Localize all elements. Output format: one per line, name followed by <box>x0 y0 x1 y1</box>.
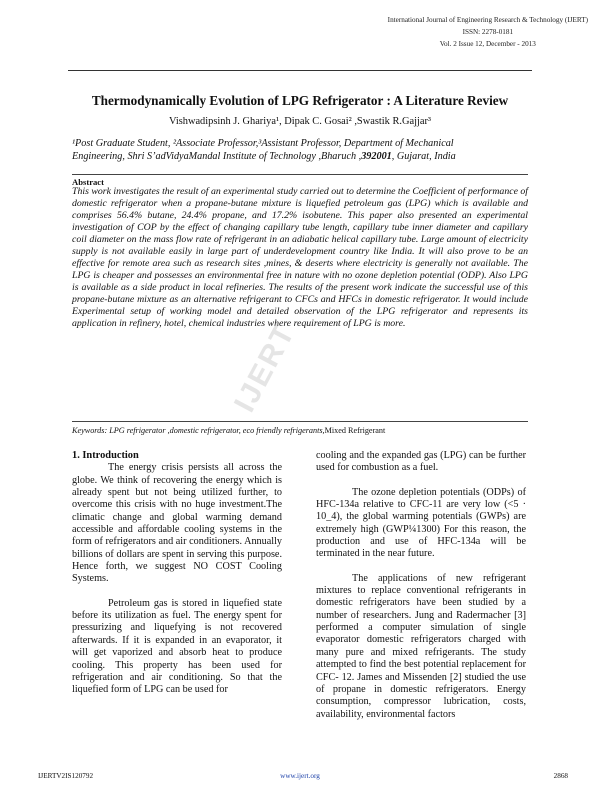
right-paragraph-2: The ozone depletion potentials (ODPs) of HFC-134a relative to CFC-11 are very low (<5 · 10_4), the global warming potentials (GWPs) are extremely high (GWP¼1300) For this reason, the production and use of HFC-134a will be terminated in the near future. <box>316 486 526 560</box>
abstract-bottom-rule <box>72 421 528 422</box>
abstract-heading: Abstract <box>72 177 104 187</box>
footer-paper-id: IJERTV2IS120792 <box>38 772 94 780</box>
affiliation-pin: 392001 <box>361 151 392 162</box>
affiliation-line-1: ¹Post Graduate Student, ²Associate Professor,³Assistant Professor, Department of Mechanical <box>72 138 454 149</box>
affiliation-line-2 <box>72 150 532 163</box>
footer-page-number: 2868 <box>553 772 568 780</box>
keywords-text: LPG refrigerator ,domestic refrigerator, eco friendly refrigerants, <box>107 426 325 435</box>
left-column <box>72 450 282 697</box>
affiliation-institute: Engineering, Shri S’adVidyaMandal Institute of Technology ,Bharuch , <box>72 151 362 162</box>
intro-paragraph-1: The energy crisis persists all across the globe. We think of recovering the energy which is already spent but not being utilized further, to overcome this crisis with no huge investment.The climatic change and global warming demand accessible and affordable cooling systems in the form of refrigerators and air conditioners. Annually billions of dollars are spent in serving this purpose. Hence forth, we suggest NO COST Cooling Systems. <box>72 462 282 585</box>
right-paragraph-1: cooling and the expanded gas (LPG) can be further used for combustion as a fuel. <box>316 450 526 474</box>
journal-name: International Journal of Engineering Research & Technology (IJERT) <box>387 16 588 24</box>
affiliation-location: , Gujarat, India <box>391 151 456 162</box>
footer-website-link[interactable]: www.ijert.org <box>280 772 320 780</box>
header-divider <box>68 70 532 71</box>
journal-volume: Vol. 2 Issue 12, December - 2013 <box>439 40 536 48</box>
keywords-label: Keywords: <box>72 426 108 435</box>
keywords <box>72 426 528 435</box>
paper-authors: Vishwadipsinh J. Ghariya¹, Dipak C. Gosai² ,Swastik R.Gajjar³ <box>168 116 432 127</box>
paper-title: Thermodynamically Evolution of LPG Refrigerator : A Literature Review <box>91 93 509 108</box>
ijert-watermark: IJERT <box>228 318 302 418</box>
keywords-last: Mixed Refrigerant <box>324 426 386 435</box>
right-column <box>316 450 526 721</box>
right-paragraph-3: The applications of new refrigerant mixtures to replace conventional refrigerants in domestic refrigerators have been studied by a number of researchers. Jung and Radermacher [3] performed a computer simulation of single evaporator domestic refrigerators charged with many pure and mixed refrigerants. The study attempted to find the best potential replacement for CFC- 12. James and Missenden [2] studied the use of propane in domestic refrigerators. Energy consumption, compressor lubrication, costs, availability, environmental factors <box>316 572 526 720</box>
paper-affiliation <box>72 137 532 163</box>
abstract-text: This work investigates the result of an experimental study carried out to determine the Coefficient of performance of domestic refrigerator when a propane-butane mixture is liquefied petroleum gas (LPG) which is available and comprises 56.4% butane, 24.4% propane, and 17.2% isobutene. This paper also presented an experimental investigation of COP by the effect of changing capillary tube length, capillary tube inner diameter and capillary coil diameter on the mass flow rate of refrigerant in an adiabatic helical capillary tube. Large amount of electricity supply is not available easily in large part of underdevelopment country like India. It will also prove to be an effective for remote area such as research sites ,mines, & deserts where electricity is generally not available. The LPG is cheaper and possesses an environmental free in nature with no ozone depletion potential (ODP). Also LPG is available as a side product in local refineries. The results of the present work indicate the successful use of this propane-butane mixture as an alternative refrigerant to CFCs and HFCs in domestic refrigerator. It would include Experimental setup of working model and detailed observation of the LPG refrigerator and represents its application in refinery, hotel, chemical industries where requirement of LPG is more. <box>72 186 528 329</box>
abstract-top-rule <box>72 174 528 175</box>
section-heading-introduction: 1. Introduction <box>72 450 139 461</box>
journal-header <box>388 14 588 50</box>
journal-issn: ISSN: 2278-0181 <box>462 28 514 36</box>
intro-paragraph-2: Petroleum gas is stored in liquefied state before its utilization as fuel. The energy spent for pressurizing and liquefying is not recovered afterwards. If it is expanded in an evaporator, it will get vaporized and absorb heat to produce cooling. This property has been used for refrigeration and air conditioning. So that the liquefied form of LPG can be used for <box>72 597 282 696</box>
